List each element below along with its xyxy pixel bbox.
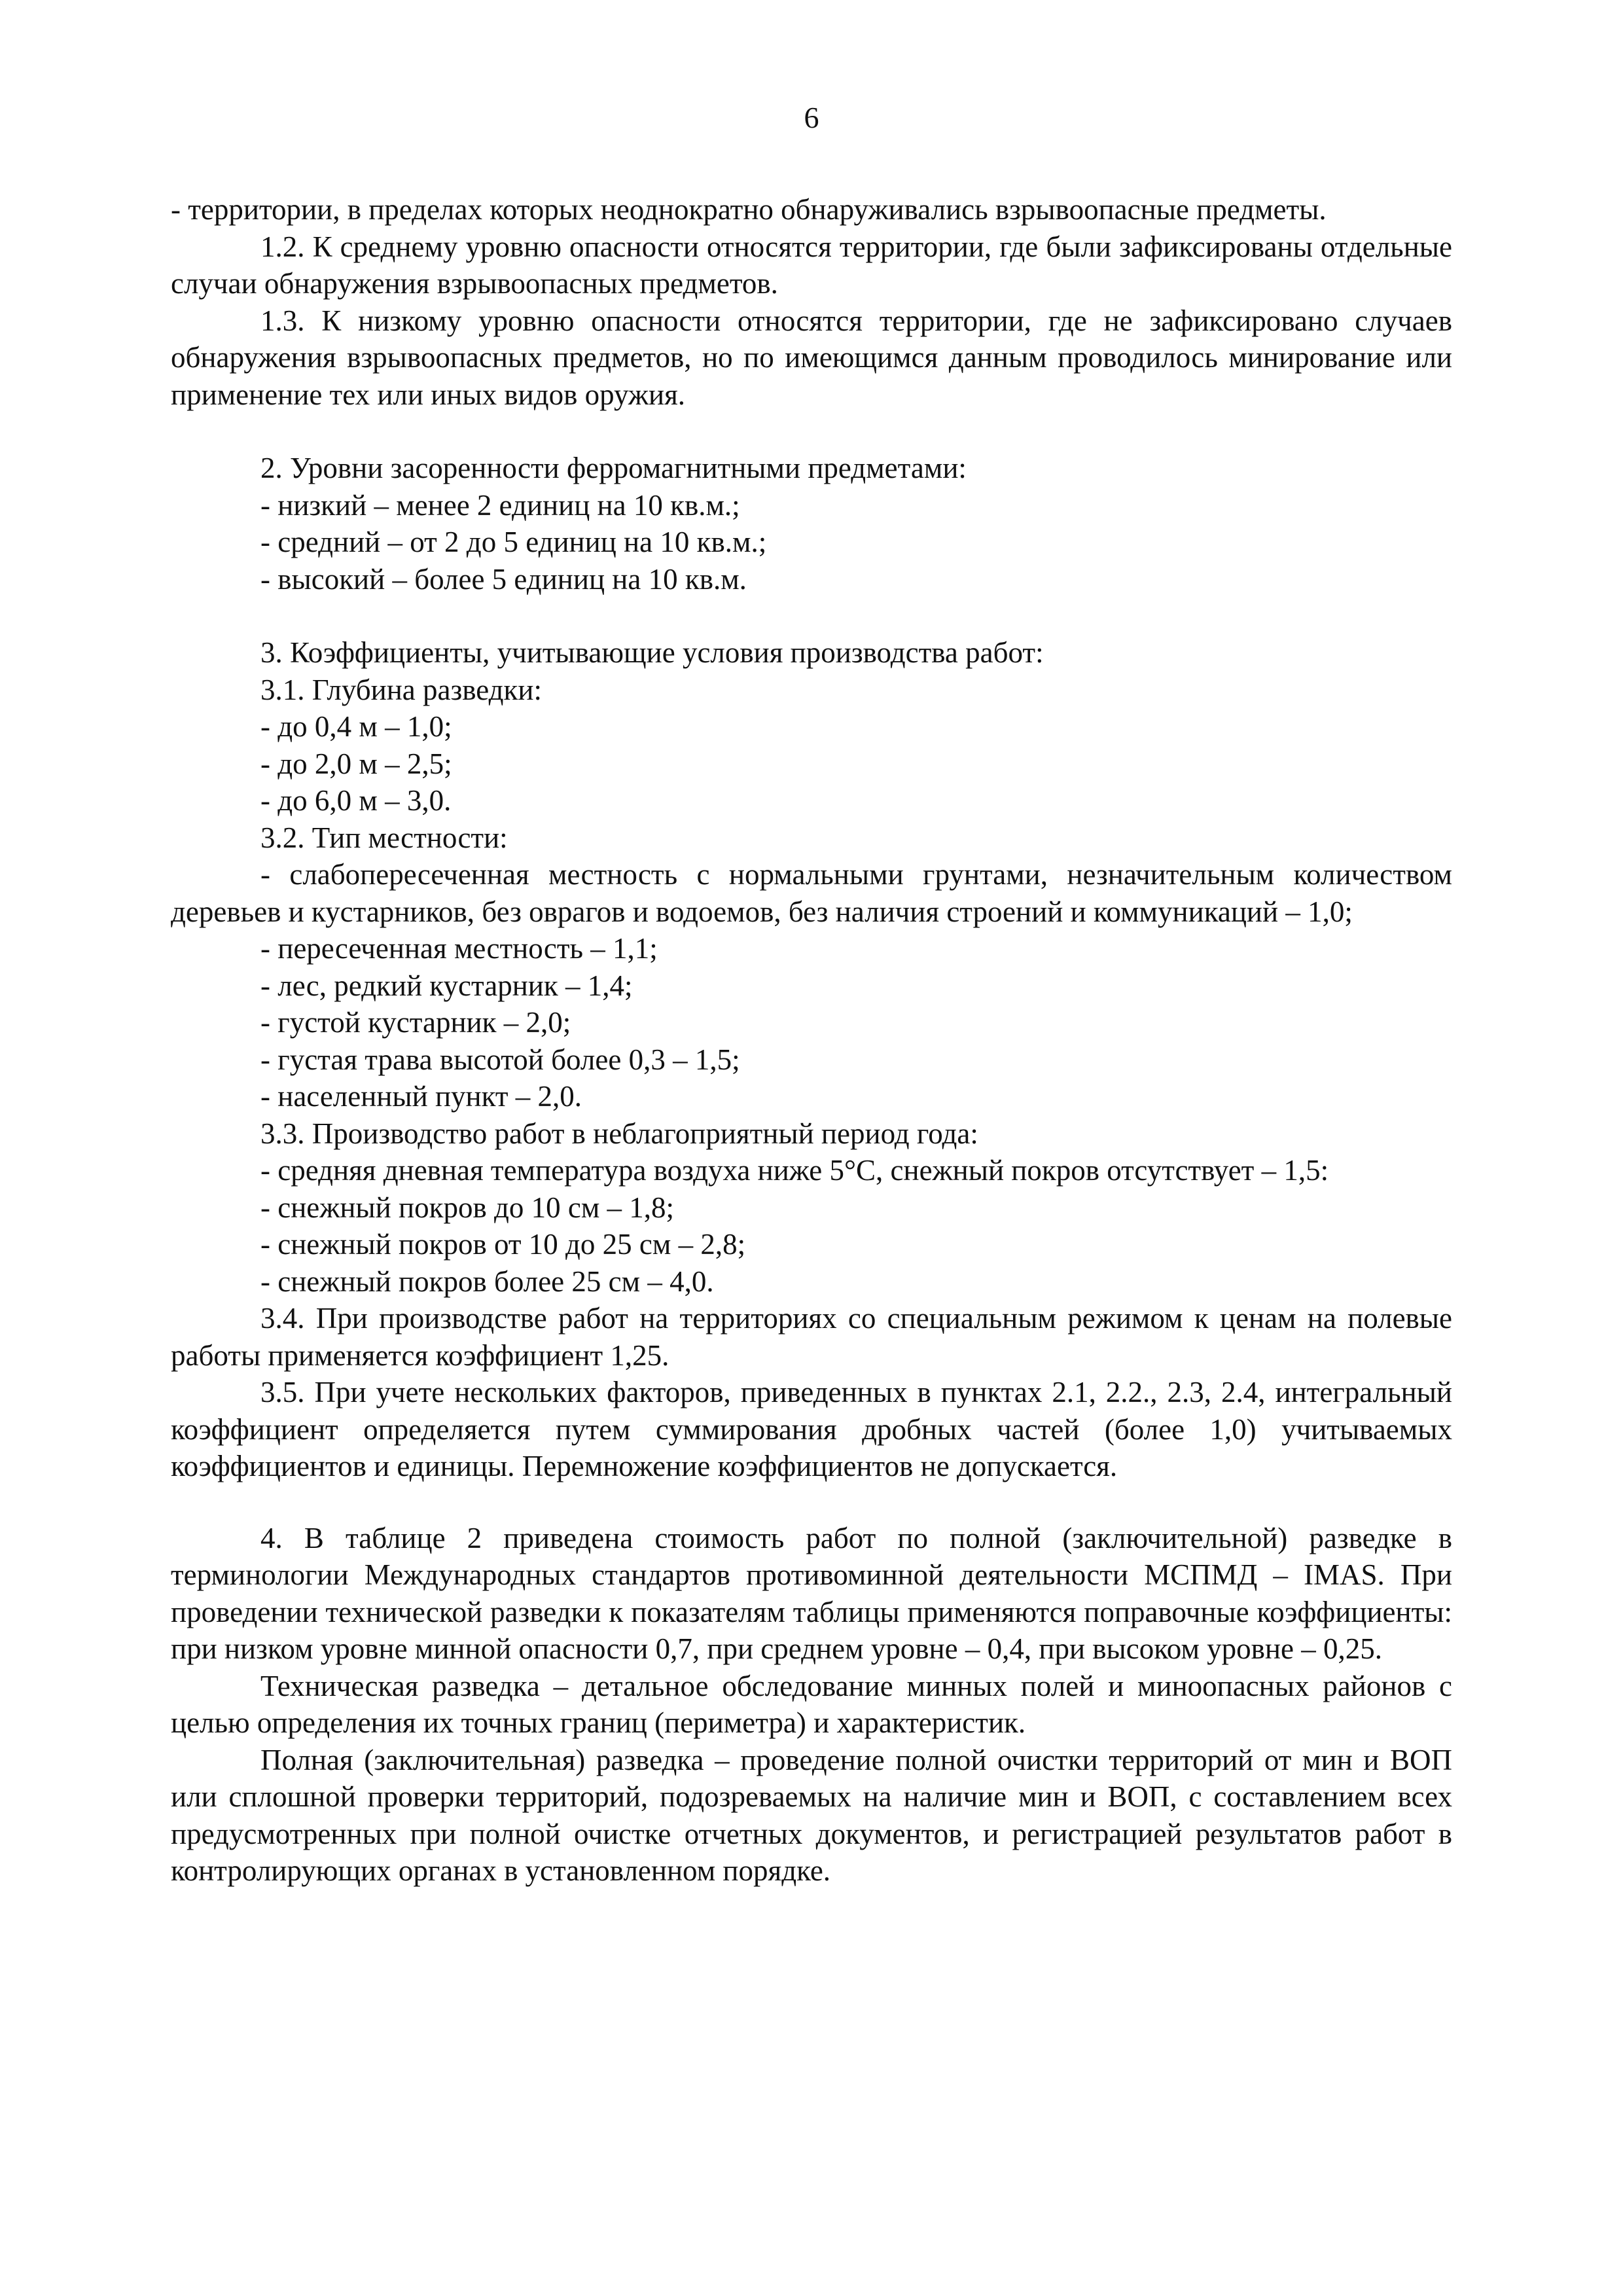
spacer [171, 413, 1452, 450]
list-item-dense-grass: - густая трава высотой более 0,3 – 1,5; [260, 1043, 740, 1076]
list-item-snow-10-25: - снежный покров от 10 до 25 см – 2,8; [260, 1228, 746, 1261]
heading-3-2: 3.2. Тип местности: [260, 821, 508, 854]
paragraph-territories-repeated: - территории, в пределах которых неоднократно обнаруживались взрывоопасные предметы. [171, 193, 1327, 226]
page-number: 6 [804, 101, 819, 134]
paragraph-3-5: 3.5. При учете нескольких факторов, приведенных в пунктах 2.1, 2.2., 2.3, 2.4, интегральный коэффициент определяется путем суммирования дробных частей (более 1,0) учитываемых коэффициентов и единицы. Перемножение коэффициентов не допускается. [171, 1376, 1452, 1482]
list-item-depth-6-0: - до 6,0 м – 3,0. [260, 784, 452, 817]
heading-section-3: 3. Коэффициенты, учитывающие условия производства работ: [260, 636, 1044, 669]
list-item-forest: - лес, редкий кустарник – 1,4; [260, 969, 633, 1002]
heading-section-2: 2. Уровни засоренности ферромагнитными предметами: [260, 452, 967, 484]
paragraph-1-3: 1.3. К низкому уровню опасности относятся территории, где не зафиксировано случаев обнаружения взрывоопасных предметов, но по имеющимся данным проводилось минирование или применение тех или иных видов оружия. [171, 304, 1452, 411]
paragraph-3-4: 3.4. При производстве работ на территориях со специальным режимом к ценам на полевые работы применяется коэффициент 1,25. [171, 1302, 1452, 1372]
list-item-dense-shrub: - густой кустарник – 2,0; [260, 1006, 571, 1039]
list-item-depth-2-0: - до 2,0 м – 2,5; [260, 747, 452, 780]
paragraph-full-survey: Полная (заключительная) разведка – проведение полной очистки территорий от мин и ВОП или сплошной проверки территорий, подозреваемых на наличие мин и ВОП, с составлением всех предусмотренных при полной очистке отчетных документов, и регистрацией результатов работ в контролирующих органах в установленном порядке. [171, 1743, 1452, 1887]
paragraph-1-2: 1.2. К среднему уровню опасности относятся территории, где были зафиксированы отдельные случаи обнаружения взрывоопасных предметов. [171, 230, 1452, 300]
paragraph-technical-survey: Техническая разведка – детальное обследование минных полей и миноопасных районов с целью определения их точных границ (периметра) и характеристик. [171, 1669, 1452, 1739]
document-body [171, 191, 1452, 1890]
heading-3-1: 3.1. Глубина разведки: [260, 673, 542, 706]
list-item-settlement: - населенный пункт – 2,0. [260, 1080, 582, 1113]
heading-3-3: 3.3. Производство работ в неблагоприятный период года: [260, 1117, 978, 1150]
spacer [171, 1485, 1452, 1520]
list-item-medium: - средний – от 2 до 5 единиц на 10 кв.м.; [260, 526, 767, 558]
list-item-light-terrain: - слабопересеченная местность с нормальными грунтами, незначительным количеством деревьев и кустарников, без оврагов и водоемов, без наличия строений и коммуникаций – 1,0; [171, 858, 1452, 928]
list-item-low: - низкий – менее 2 единиц на 10 кв.м.; [260, 488, 740, 522]
list-item-temperature: - средняя дневная температура воздуха ниже 5°С, снежный покров отсутствует – 1,5: [260, 1154, 1329, 1187]
paragraph-section-4: 4. В таблице 2 приведена стоимость работ по полной (заключительной) разведке в терминологии Международных стандартов противоминной деятельности МСПМД – IMAS. При проведении технической разведки к показателям таблицы применяются поправочные коэффициенты: при низком уровне минной опасности 0,7, при среднем уровне – 0,4, при высоком уровне – 0,25. [171, 1521, 1452, 1665]
list-item-snow-10: - снежный покров до 10 см – 1,8; [260, 1191, 675, 1224]
list-item-high: - высокий – более 5 единиц на 10 кв.м. [260, 562, 747, 596]
list-item-snow-25: - снежный покров более 25 см – 4,0. [260, 1265, 714, 1298]
list-item-depth-0-4: - до 0,4 м – 1,0; [260, 710, 452, 743]
spacer [171, 598, 1452, 634]
list-item-rough-terrain: - пересеченная местность – 1,1; [260, 932, 658, 965]
